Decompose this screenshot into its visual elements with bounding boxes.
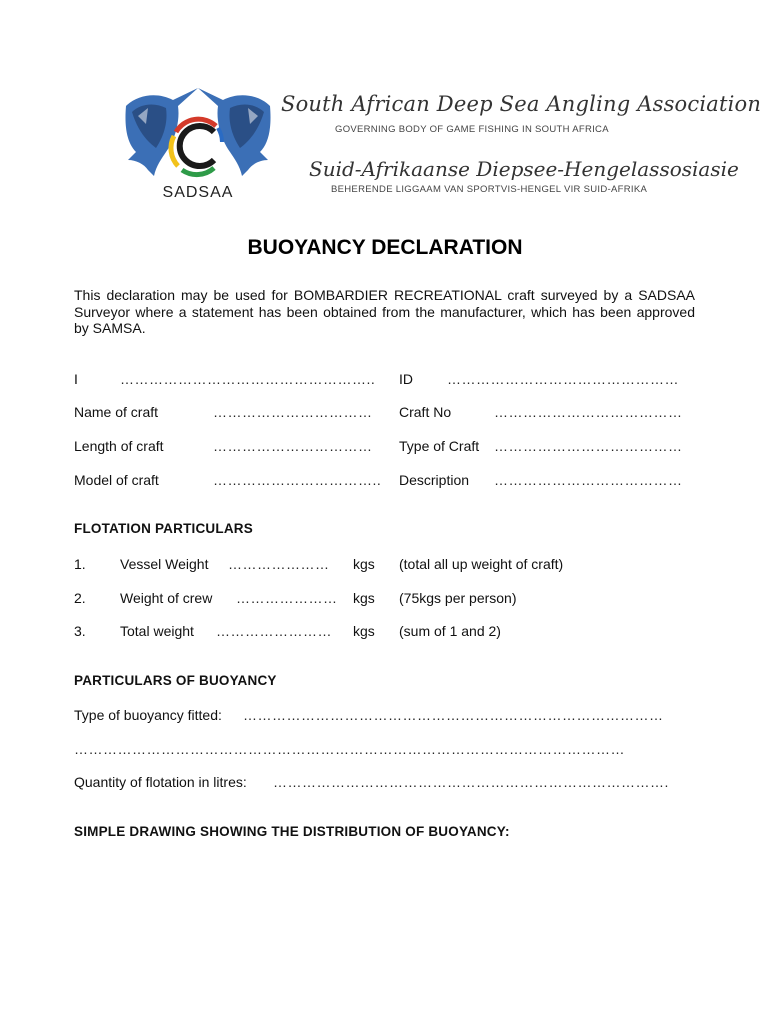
- sadsaa-logo: [118, 86, 278, 208]
- length-of-craft-field[interactable]: ……………………………: [213, 438, 373, 454]
- id-field[interactable]: …………………………………………: [447, 371, 679, 387]
- flotation-quantity-field[interactable]: ……………………………………………………………………….: [273, 774, 669, 790]
- i-label: I: [74, 371, 78, 387]
- craft-no-field[interactable]: …………………………………: [494, 404, 683, 420]
- buoyancy-type-field[interactable]: ……………………………………………………………………………: [243, 707, 664, 723]
- name-of-craft-field[interactable]: ……………………………: [213, 404, 373, 420]
- crew-weight-note: (75kgs per person): [399, 590, 517, 606]
- page-title: BUOYANCY DECLARATION: [247, 236, 523, 259]
- vessel-weight-field[interactable]: …………………: [228, 556, 330, 572]
- total-weight-field[interactable]: ……………………: [216, 623, 332, 639]
- description-field[interactable]: …………………………………: [494, 472, 683, 488]
- model-of-craft-field[interactable]: ……………………………..: [213, 472, 382, 488]
- org-name-english: South African Deep Sea Angling Association: [281, 92, 762, 116]
- row-number: 2.: [74, 590, 86, 606]
- crew-weight-label: Weight of crew: [120, 590, 213, 606]
- vessel-weight-note: (total all up weight of craft): [399, 556, 564, 572]
- length-of-craft-label: Length of craft: [74, 438, 164, 454]
- logo-text: SADSAA: [162, 184, 234, 201]
- unit-label: kgs: [353, 556, 375, 572]
- model-of-craft-label: Model of craft: [74, 472, 159, 488]
- unit-label: kgs: [353, 623, 375, 639]
- org-tagline-afrikaans: BEHERENDE LIGGAAM VAN SPORTVIS-HENGEL VIR SUID-AFRIKA: [331, 184, 648, 195]
- total-weight-note: (sum of 1 and 2): [399, 623, 501, 639]
- drawing-area[interactable]: [74, 850, 695, 1010]
- id-label: ID: [399, 371, 413, 387]
- total-weight-label: Total weight: [120, 623, 194, 639]
- flotation-heading: FLOTATION PARTICULARS: [74, 521, 253, 536]
- buoyancy-type-label: Type of buoyancy fitted:: [74, 707, 222, 723]
- drawing-heading: SIMPLE DRAWING SHOWING THE DISTRIBUTION OF BUOYANCY:: [74, 824, 510, 839]
- i-field[interactable]: ……………………………………………..: [120, 371, 376, 387]
- type-of-craft-label: Type of Craft: [399, 438, 480, 454]
- buoyancy-type-continuation-field[interactable]: ……………………………………………………………………………………………………: [74, 741, 625, 757]
- row-number: 1.: [74, 556, 86, 572]
- unit-label: kgs: [353, 590, 375, 606]
- buoyancy-heading: PARTICULARS OF BUOYANCY: [74, 673, 277, 688]
- crew-weight-field[interactable]: …………………: [236, 590, 338, 606]
- org-name-afrikaans: Suid-Afrikaanse Diepsee-Hengelassosiasie: [309, 157, 739, 181]
- description-label: Description: [399, 472, 470, 488]
- craft-no-label: Craft No: [399, 404, 452, 420]
- org-tagline-english: GOVERNING BODY OF GAME FISHING IN SOUTH AFRICA: [335, 124, 609, 135]
- flotation-quantity-label: Quantity of flotation in litres:: [74, 774, 247, 790]
- row-number: 3.: [74, 623, 86, 639]
- vessel-weight-label: Vessel Weight: [120, 556, 209, 572]
- type-of-craft-field[interactable]: …………………………………: [494, 438, 683, 454]
- name-of-craft-label: Name of craft: [74, 404, 159, 420]
- intro-paragraph: This declaration may be used for BOMBARDIER RECREATIONAL craft surveyed by a SADSAA Surveyor where a statement has been obtained from the manufacturer, which has been approved by SAMSA.: [74, 287, 695, 336]
